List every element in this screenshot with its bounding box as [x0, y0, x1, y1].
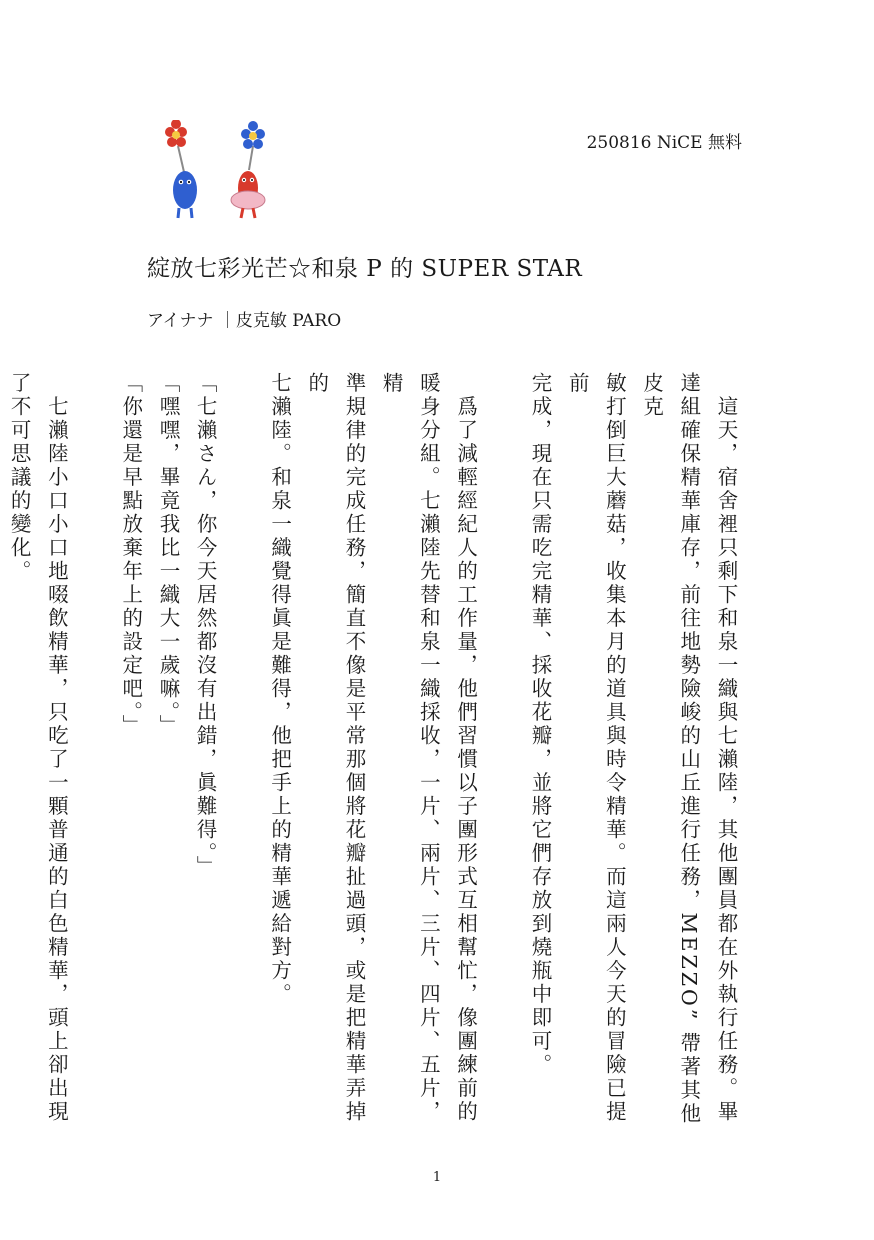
- body-line: 七瀨陸小口小口地啜飲精華，只吃了一顆普通的白色精華，頭上卻出現: [44, 372, 69, 1124]
- body-line: 「嘿嘿，畢竟我比一織大一歲嘛。」: [155, 372, 180, 738]
- mascot-illustration: [156, 120, 276, 225]
- body-line: 暖身分組。七瀨陸先替和泉一織採收，一片、兩片、三片、四片、五片，精: [379, 372, 441, 1124]
- body-line: 完成，現在只需吃完精華、採收花瓣，並將它們存放到燒瓶中即可。: [527, 372, 552, 1077]
- page-number: 1: [432, 1170, 442, 1185]
- vertical-body-text: [7, 372, 744, 1132]
- red-pikmin-icon: [231, 121, 265, 218]
- body-line: 了不可思議的變化。: [7, 372, 32, 584]
- body-line: 「七瀨さん，你今天居然都沒有出錯，眞難得。」: [193, 372, 218, 879]
- body-line: 這天，宿舍裡只剩下和泉一織與七瀨陸，其他團員都在外執行任務。畢: [714, 372, 738, 1124]
- body-line: 敏打倒巨大蘑菇，收集本月的道具與時令精華。而這兩人今天的冒險已提前: [565, 372, 627, 1124]
- body-line: 「你還是早點放棄年上的設定吧。」: [118, 372, 143, 738]
- body-line: [223, 372, 260, 1132]
- body-line: 達組確保精華庫存，前往地勢險峻的山丘進行任務，MEZZO” 帶著其他皮克: [639, 372, 701, 1126]
- pikmin-mascots: [156, 120, 276, 225]
- body-line: [484, 372, 521, 1132]
- blue-pikmin-icon: [165, 120, 197, 218]
- body-line: 爲了減輕經紀人的工作量，他們習慣以子團形式互相幫忙，像團練前的: [453, 372, 478, 1124]
- document-title: 綻放七彩光芒☆和泉 P 的 SUPER STAR: [147, 256, 583, 282]
- body-line: 準規律的完成任務，簡直不像是平常那個將花瓣扯過頭，或是把精華弄掉的: [304, 372, 366, 1124]
- header-note: 250816 NiCE 無料: [586, 133, 742, 153]
- body-line: [74, 372, 111, 1132]
- body-line: 七瀨陸。和泉一織覺得眞是難得，他把手上的精華遞給對方。: [267, 372, 292, 1007]
- document-subtitle: アイナナ ｜皮克敏 PARO: [147, 311, 342, 331]
